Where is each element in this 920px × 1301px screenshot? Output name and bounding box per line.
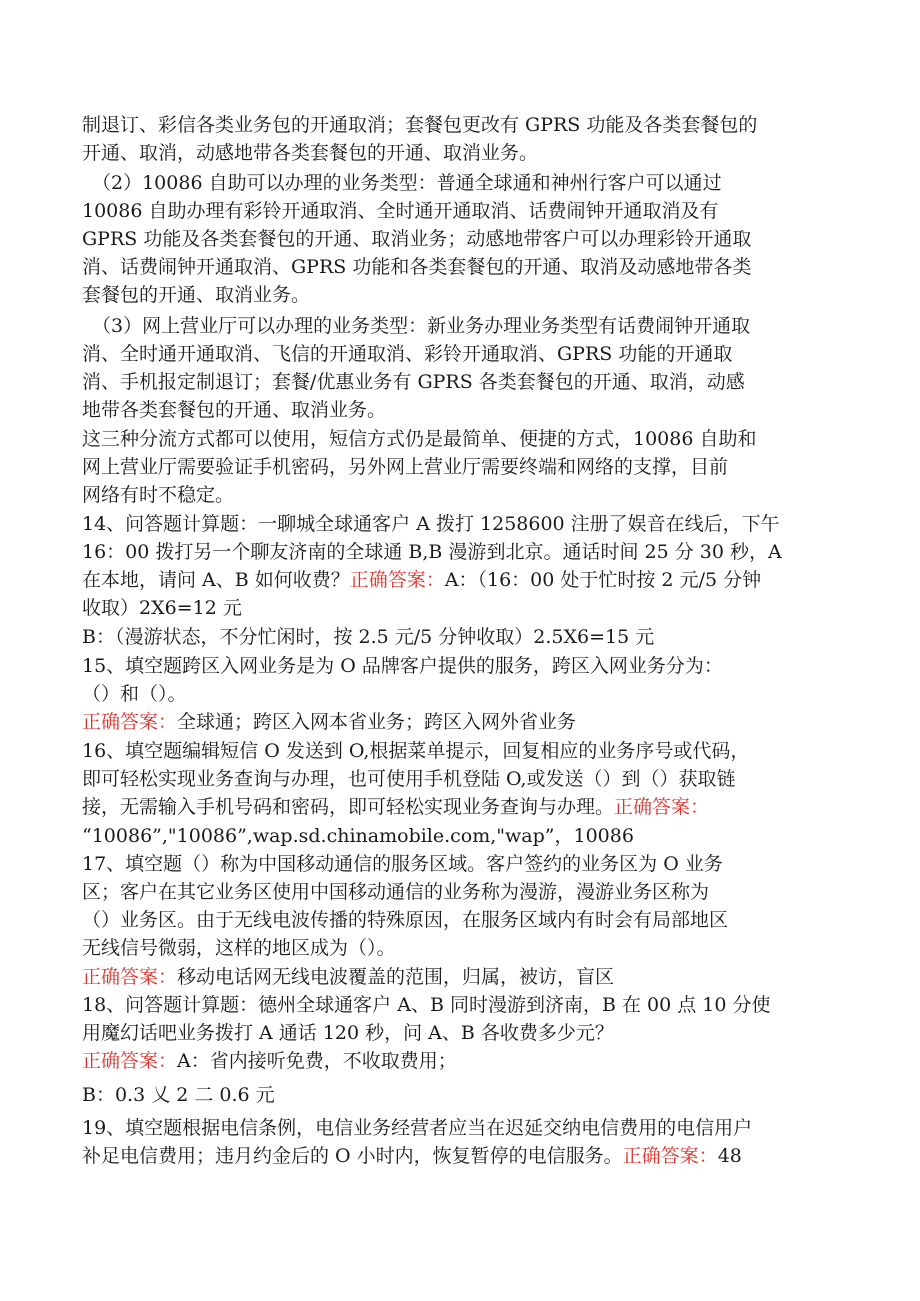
text-line: B：0.3 乂 2 二 0.6 元 xyxy=(82,1084,275,1106)
text-line: GPRS 功能及各类套餐包的开通、取消业务；动感地带客户可以办理彩铃开通取 xyxy=(82,228,752,250)
text-line: 用魔幻话吧业务拨打 A 通话 120 秒，问 A、B 各收费多少元？ xyxy=(82,1022,614,1044)
text-line: 在本地，请问 A、B 如何收费？正确答案：A：（16：00 处于忙时按 2 元/5 分钟 xyxy=(82,569,762,591)
text-line: 无线信号微弱，这样的地区成为（）。 xyxy=(82,937,396,959)
text-line: 制退订、彩信各类业务包的开通取消；套餐包更改有 GPRS 功能及各类套餐包的 xyxy=(82,114,758,136)
text-line: “10086”,"10086”,wap.sd.chinamobile.com,"wap”，10086 xyxy=(82,825,634,847)
text-line: 网络有时不稳定。 xyxy=(82,484,235,506)
answer-label: 正确答案： xyxy=(82,966,178,988)
text-line: 消、手机报定制退订；套餐/优惠业务有 GPRS 各类套餐包的开通、取消，动感 xyxy=(82,371,745,393)
text-line: 即可轻松实现业务查询与办理，也可使用手机登陆 O,或发送（）到（）获取链 xyxy=(82,768,736,790)
text-line: 开通、取消，动感地带各类套餐包的开通、取消业务。 xyxy=(82,142,539,164)
text-line: 16：00 拨打另一个聊友济南的全球通 B,B 漫游到北京。通话时间 25 分 30 秒，A xyxy=(82,541,782,563)
answer-label: 正确答案： xyxy=(349,569,445,591)
text-line: 补足电信费用；违月约金后的 O 小时内，恢复暂停的电信服务。正确答案：48 xyxy=(82,1145,742,1167)
answer-label: 正确答案： xyxy=(82,1050,178,1072)
text-line: 正确答案：全球通；跨区入网本省业务；跨区入网外省业务 xyxy=(82,711,577,733)
text-line: （）和（）。 xyxy=(82,683,187,705)
text-line: （2）10086 自助可以办理的业务类型：普通全球通和神州行客户可以通过 xyxy=(92,172,722,194)
text-line: （）业务区。由于无线电波传播的特殊原因，在服务区域内有时会有局部地区 xyxy=(82,909,729,931)
question-19: 19、填空题根据电信条例，电信业务经营者应当在迟延交纳电信费用的电信用户 xyxy=(82,1117,753,1139)
text-line: 网上营业厅需要验证手机密码，另外网上营业厅需要终端和网络的支撑，目前 xyxy=(82,456,729,478)
text-line: 套餐包的开通、取消业务。 xyxy=(82,284,311,306)
answer-label: 正确答案： xyxy=(622,1145,718,1167)
text-line: 接，无需输入手机号码和密码，即可轻松实现业务查询与办理。正确答案： xyxy=(82,796,710,818)
text-line: 地带各类套餐包的开通、取消业务。 xyxy=(82,399,387,421)
text-line: 这三种分流方式都可以使用，短信方式仍是最简单、便捷的方式，10086 自助和 xyxy=(82,428,757,450)
text-line: 消、话费闹钟开通取消、GPRS 功能和各类套餐包的开通、取消及动感地带各类 xyxy=(82,256,752,278)
question-16: 16、填空题编辑短信 O 发送到 O,根据菜单提示，回复相应的业务序号或代码， xyxy=(82,740,750,762)
question-15: 15、填空题跨区入网业务是为 O 品牌客户提供的服务，跨区入网业务分为： xyxy=(82,655,723,677)
question-14: 14、问答题计算题：一聊城全球通客户 A 拨打 1258600 注册了娱音在线后，下午 xyxy=(82,513,780,535)
text-line: 10086 自助办理有彩铃开通取消、全时通开通取消、话费闹钟开通取消及有 xyxy=(82,200,719,222)
text-line: B：（漫游状态，不分忙闲时，按 2.5 元/5 分钟收取）2.5X6=15 元 xyxy=(82,626,655,648)
text-line: （3）网上营业厅可以办理的业务类型：新业务办理业务类型有话费闹钟开通取 xyxy=(92,315,751,337)
text-line: 正确答案：移动电话网无线电波覆盖的范围，归属，被访，盲区 xyxy=(82,966,615,988)
question-18: 18、问答题计算题：德州全球通客户 A、B 同时漫游到济南，B 在 00 点 10 分使 xyxy=(82,994,771,1016)
text-line: 区；客户在其它业务区使用中国移动通信的业务称为漫游，漫游业务区称为 xyxy=(82,881,710,903)
text-line: 正确答案：A：省内接听免费，不收取费用； xyxy=(82,1050,457,1072)
answer-label: 正确答案： xyxy=(82,711,178,733)
question-17: 17、填空题（）称为中国移动通信的服务区域。客户签约的业务区为 O 业务 xyxy=(82,853,723,875)
answer-label: 正确答案： xyxy=(614,796,710,818)
text-line: 消、全时通开通取消、飞信的开通取消、彩铃开通取消、GPRS 功能的开通取 xyxy=(82,343,733,365)
text-line: 收取）2X6=12 元 xyxy=(82,597,242,619)
